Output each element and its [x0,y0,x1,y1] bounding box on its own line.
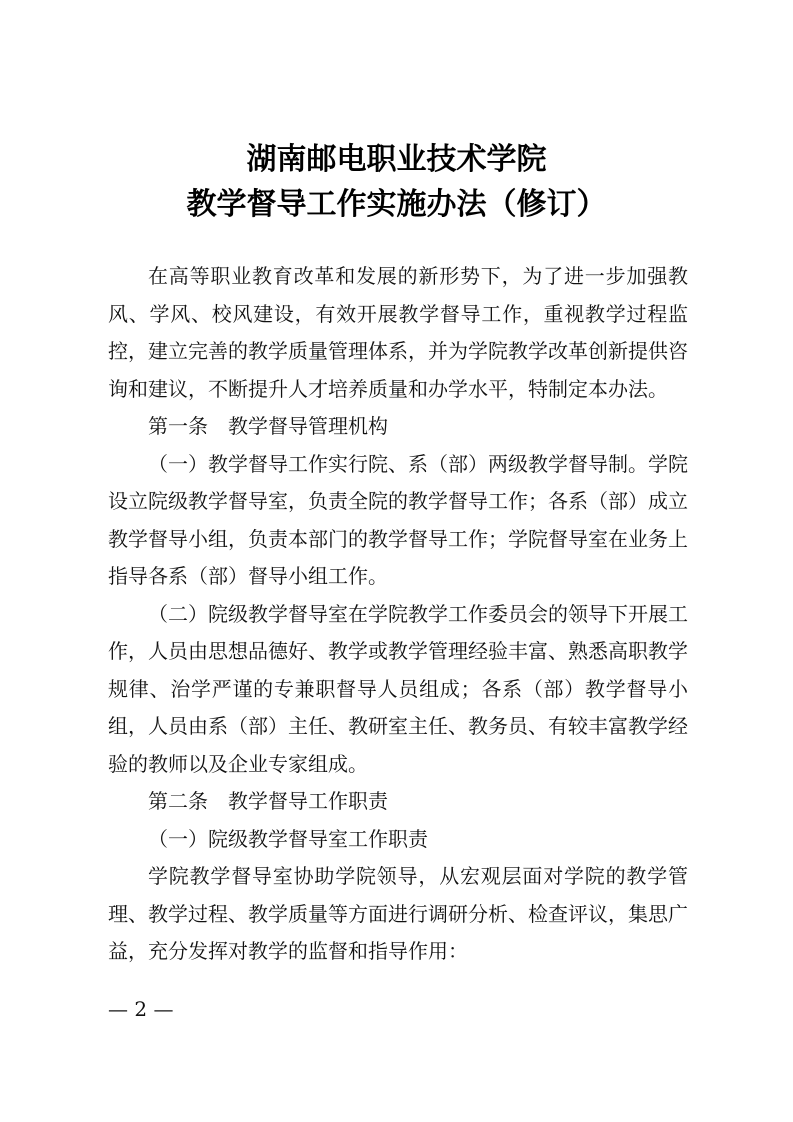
paragraph-1-2: （二）院级教学督导室在学院教学工作委员会的领导下开展工作，人员由思想品德好、教学或教学管理经验丰富、熟悉高职教学规律、治学严谨的专兼职督导人员组成；各系（部）教学督导小组，人员由系（部）主任、教研室主任、教务员、有较丰富教学经验的教师以及企业专家组成。 [108,601,688,776]
document-title-line1: 湖南邮电职业技术学院 [246,142,547,177]
article-heading-2: 第二条 教学督导工作职责 [148,789,388,813]
page-number: — 2 — [108,997,174,1021]
paragraph-2-1-heading: （一）院级教学督导室工作职责 [148,826,428,851]
document-body [108,258,688,971]
paragraph-intro: 在高等职业教育改革和发展的新形势下，为了进一步加强教风、学风、校风建设，有效开展教学督导工作，重视教学过程监控，建立完善的教学质量管理体系，并为学院教学改革创新提供咨询和建议，不断提升人才培养质量和办学水平，特制定本办法。 [108,264,688,401]
article-heading-1: 第一条 教学督导管理机构 [148,414,388,438]
paragraph-1-1: （一）教学督导工作实行院、系（部）两级教学督导制。学院设立院级教学督导室，负责全院的教学督导工作；各系（部）成立教学督导小组，负责本部门的教学督导工作；学院督导室在业务上指导各系（部）督导小组工作。 [108,451,688,588]
document-title-line2: 教学督导工作实施办法（修订） [186,187,607,222]
paragraph-2-1-body: 学院教学督导室协助学院领导，从宏观层面对学院的教学管理、教学过程、教学质量等方面进行调研分析、检查评议，集思广益，充分发挥对教学的监督和指导作用： [108,864,688,963]
